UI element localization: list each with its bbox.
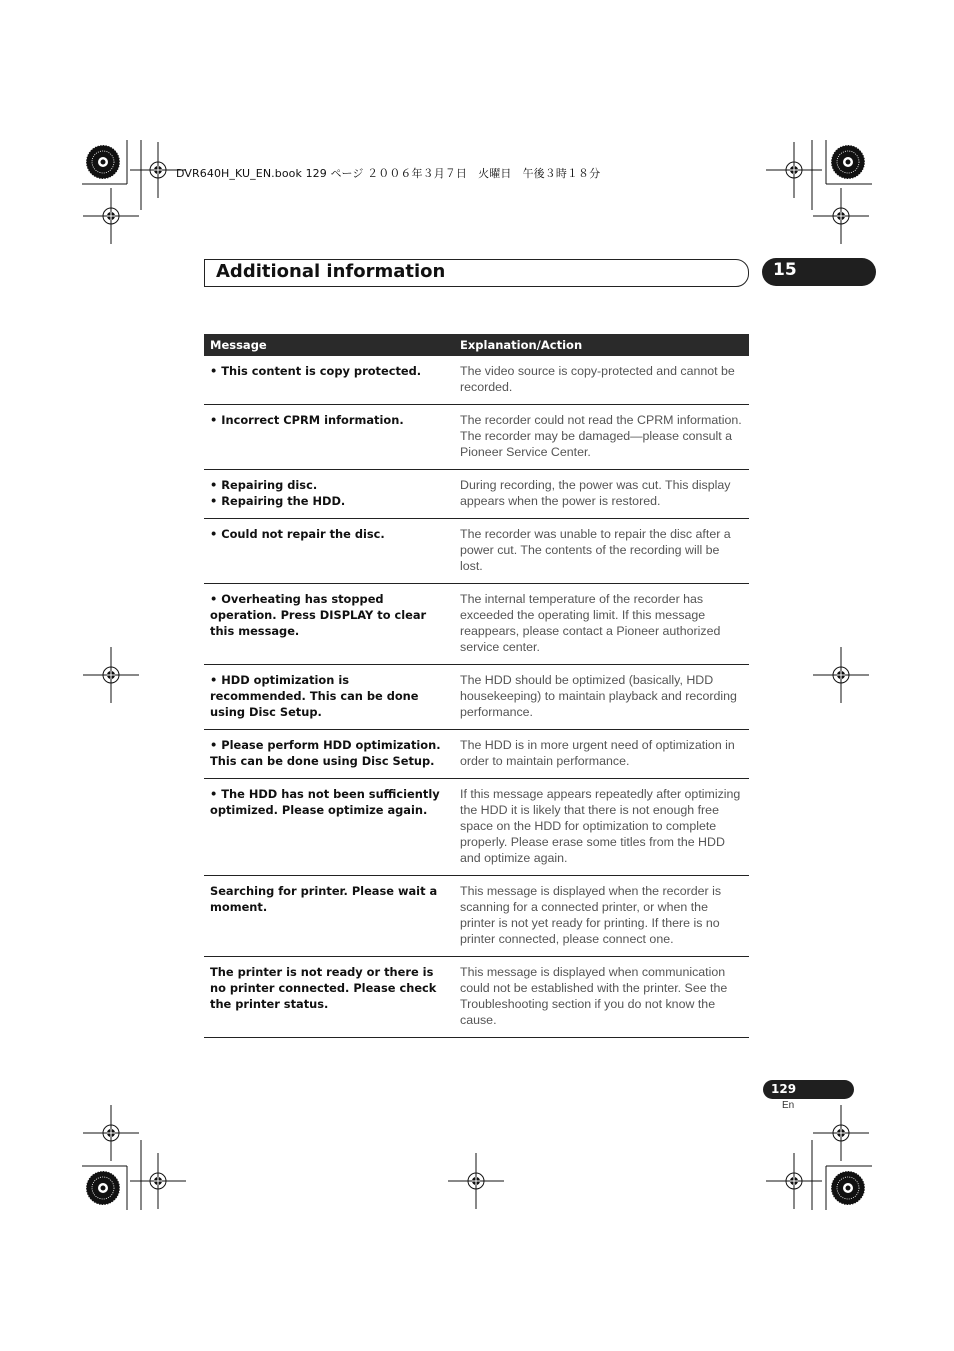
message-text: • The HDD has not been sufficiently optimized. Please optimize again. xyxy=(210,787,440,817)
message-cell xyxy=(204,779,454,876)
message-cell xyxy=(204,519,454,584)
message-text: • Repairing disc. xyxy=(210,478,318,492)
message-table xyxy=(204,334,749,1038)
table-row xyxy=(204,665,749,730)
message-cell xyxy=(204,470,454,519)
message-cell xyxy=(204,957,454,1038)
message-text: The printer is not ready or there is no printer connected. Please check the printer status. xyxy=(210,965,437,1011)
table-row xyxy=(204,405,749,470)
explanation-cell: The internal temperature of the recorder has exceeded the operating limit. If this message reappears, please contact a Pioneer authorized service center. xyxy=(454,584,749,665)
message-cell xyxy=(204,584,454,665)
message-text: Searching for printer. Please wait a moment. xyxy=(210,884,438,914)
explanation-cell: The HDD is in more urgent need of optimization in order to maintain performance. xyxy=(454,730,749,779)
explanation-cell: The recorder could not read the CPRM information. The recorder may be damaged—please consult a Pioneer Service Center. xyxy=(454,405,749,470)
explanation-cell: If this message appears repeatedly after optimizing the HDD it is likely that there is not enough free space on the HDD for optimization to complete properly. Please erase some titles from the HDD and optimize again. xyxy=(454,779,749,876)
table-header-row xyxy=(204,334,749,356)
table-row xyxy=(204,519,749,584)
book-file-header: DVR640H_KU_EN.book 129 ページ ２００６年３月７日 火曜日 午後３時１８分 xyxy=(176,167,601,180)
message-cell xyxy=(204,876,454,957)
explanation-cell: This message is displayed when communication could not be established with the printer. See the Troubleshooting section if you do not know the cause. xyxy=(454,957,749,1038)
message-cell xyxy=(204,665,454,730)
explanation-cell: The HDD should be optimized (basically, HDD housekeeping) to maintain playback and recording performance. xyxy=(454,665,749,730)
message-text: • HDD optimization is recommended. This can be done using Disc Setup. xyxy=(210,673,419,719)
message-text: • Repairing the HDD. xyxy=(210,494,346,508)
page-language: En xyxy=(782,1100,795,1111)
table-row xyxy=(204,957,749,1038)
table-row xyxy=(204,356,749,405)
explanation-cell: This message is displayed when the recorder is scanning for a connected printer, or when the printer is not yet ready for printing. If there is no printer connected, please connect one. xyxy=(454,876,749,957)
table-row xyxy=(204,470,749,519)
header-explanation: Explanation/Action xyxy=(454,334,749,356)
explanation-cell: During recording, the power was cut. This display appears when the power is restored. xyxy=(454,470,749,519)
table-row xyxy=(204,876,749,957)
table-row xyxy=(204,584,749,665)
message-cell xyxy=(204,356,454,405)
message-text: • Incorrect CPRM information. xyxy=(210,413,404,427)
message-text: • This content is copy protected. xyxy=(210,364,422,378)
chapter-number: 15 xyxy=(773,260,797,280)
table-row xyxy=(204,779,749,876)
table-row xyxy=(204,730,749,779)
header-message: Message xyxy=(204,334,454,356)
message-text: • Please perform HDD optimization. This can be done using Disc Setup. xyxy=(210,738,441,768)
explanation-cell: The video source is copy-protected and cannot be recorded. xyxy=(454,356,749,405)
message-cell xyxy=(204,405,454,470)
page-number: 129 xyxy=(771,1082,797,1096)
message-cell xyxy=(204,730,454,779)
message-text: • Overheating has stopped operation. Press DISPLAY to clear this message. xyxy=(210,592,427,638)
chapter-title: Additional information xyxy=(216,261,446,282)
explanation-cell: The recorder was unable to repair the disc after a power cut. The contents of the recording will be lost. xyxy=(454,519,749,584)
message-text: • Could not repair the disc. xyxy=(210,527,385,541)
